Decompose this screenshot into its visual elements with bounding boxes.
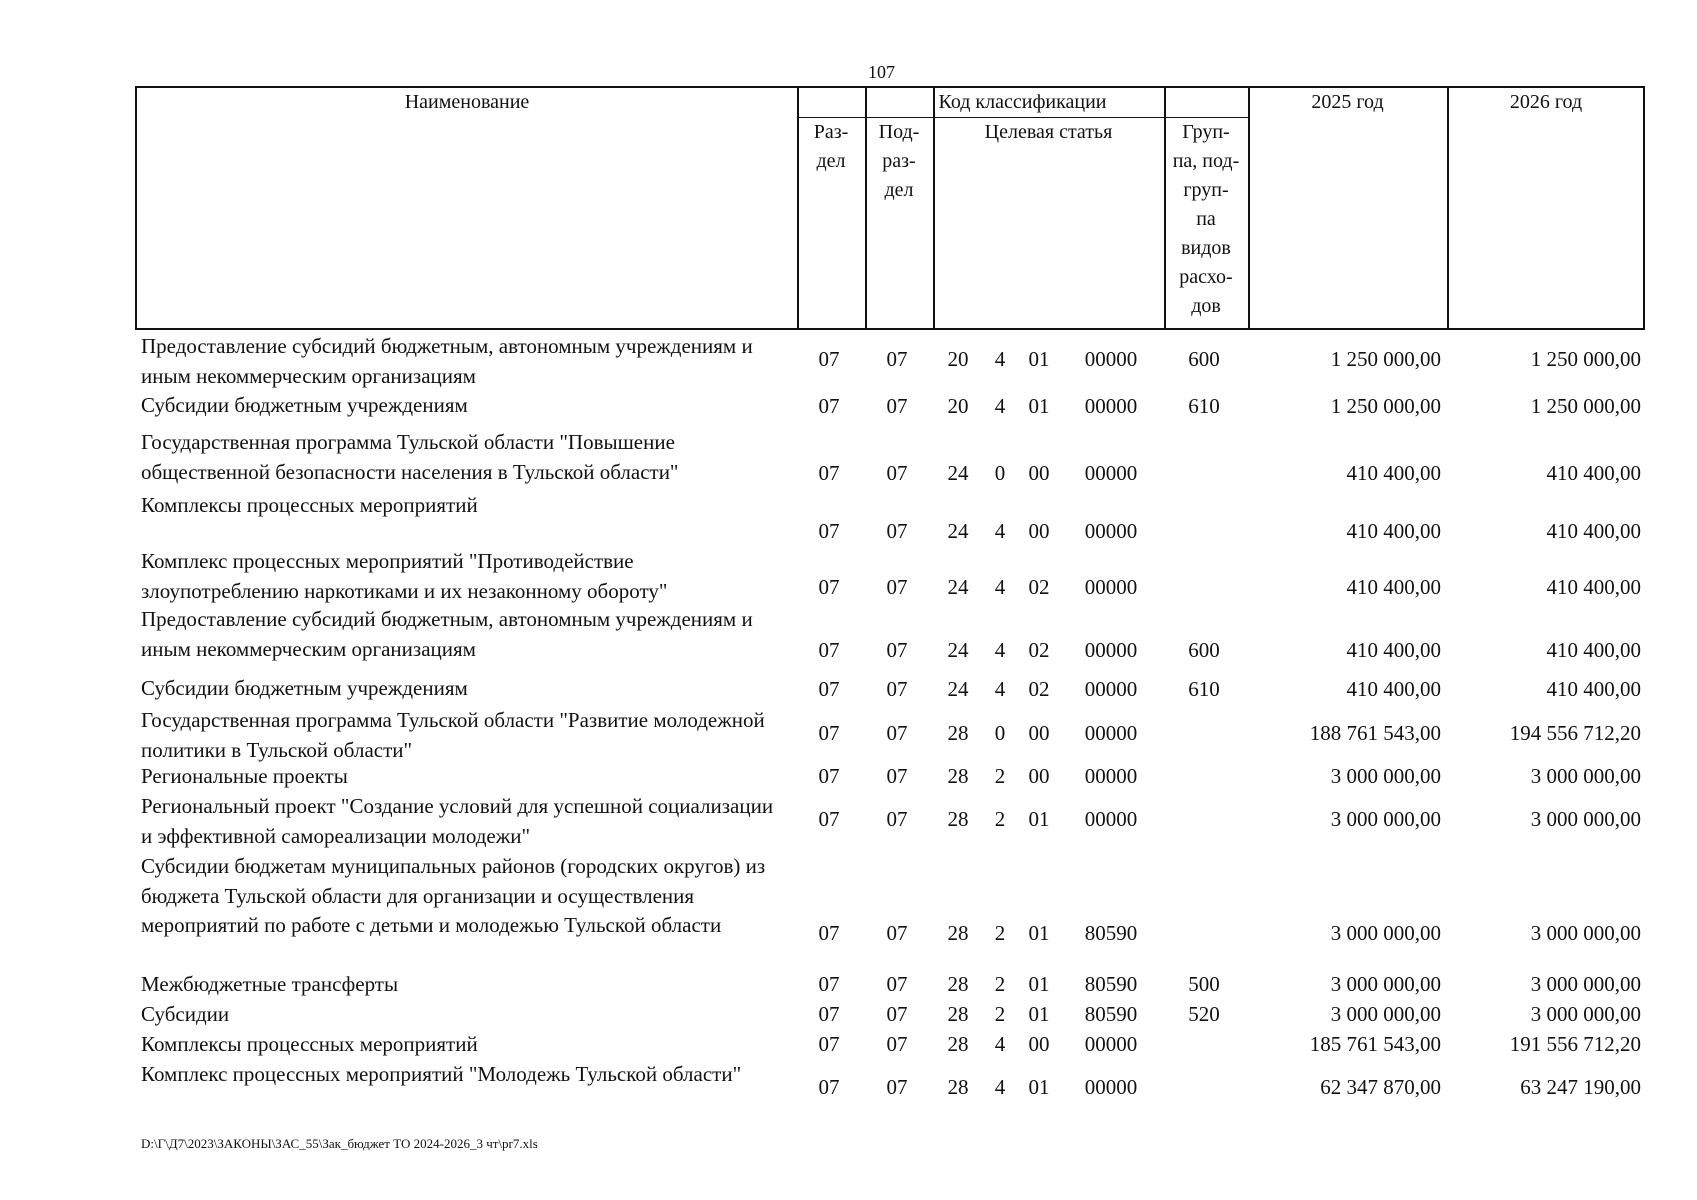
- cell-y2025: 3 000 000,00: [1330, 807, 1441, 831]
- cell-c3: 02: [1028, 575, 1050, 599]
- cell-y2025: 3 000 000,00: [1330, 1002, 1441, 1026]
- cell-y2025: 410 400,00: [1346, 519, 1441, 543]
- row-name: Комплекс процессных мероприятий "Молодежь Тульской области": [141, 1062, 742, 1086]
- header-group: Груп- па, под- груп- па видов расхо- дов: [1172, 121, 1240, 317]
- cell-c1: 28: [947, 1032, 969, 1056]
- cell-y2025: 410 400,00: [1346, 677, 1441, 701]
- cell-c3: 01: [1028, 394, 1050, 418]
- cell-y2026: 63 247 190,00: [1520, 1075, 1641, 1099]
- cell-podrazdel: 07: [886, 394, 908, 418]
- file-path: D:\Г\Д7\2023\ЗАКОНЫ\ЗАС_55\Зак_бюджет ТО 2024-2026_3 чт\pr7.xls: [141, 1136, 538, 1151]
- row-name: Региональный проект "Создание условий для успешной социализации и эффективной самореализации молодежи": [141, 794, 774, 848]
- cell-c1: 20: [947, 347, 969, 371]
- cell-c2: 4: [994, 638, 1006, 662]
- cell-y2026: 3 000 000,00: [1530, 807, 1641, 831]
- cell-razdel: 07: [818, 394, 840, 418]
- cell-c1: 24: [947, 519, 969, 543]
- cell-c3: 01: [1028, 972, 1050, 996]
- cell-razdel: 07: [818, 1032, 840, 1056]
- cell-c4: 00000: [1084, 677, 1138, 701]
- cell-c3: 00: [1028, 461, 1050, 485]
- cell-c2: 4: [994, 519, 1006, 543]
- header-2026: 2026 год: [1509, 91, 1583, 113]
- cell-podrazdel: 07: [886, 347, 908, 371]
- table-row: [135, 852, 1645, 970]
- cell-group: 500: [1188, 972, 1220, 996]
- cell-c2: 2: [994, 921, 1006, 945]
- cell-podrazdel: 07: [886, 638, 908, 662]
- cell-c1: 20: [947, 394, 969, 418]
- table-row: [135, 1000, 1645, 1030]
- row-name: Комплекс процессных мероприятий "Противодействие злоупотреблению наркотиками и их незаконному обороту": [141, 549, 668, 603]
- cell-group: 600: [1188, 638, 1220, 662]
- cell-razdel: 07: [818, 807, 840, 831]
- table-row: [135, 491, 1645, 547]
- cell-c4: 00000: [1084, 394, 1138, 418]
- table-row: [135, 1030, 1645, 1060]
- row-name: Субсидии бюджетам муниципальных районов (городских округов) из бюджета Тульской области для организации и осуществления мероприятий по работе с детьми и молодежью Тульской области: [141, 854, 766, 937]
- cell-razdel: 07: [818, 575, 840, 599]
- cell-c1: 28: [947, 764, 969, 788]
- cell-y2025: 3 000 000,00: [1330, 764, 1441, 788]
- cell-c3: 00: [1028, 721, 1050, 745]
- cell-podrazdel: 07: [886, 972, 908, 996]
- cell-c2: 2: [994, 972, 1006, 996]
- table-row: [135, 706, 1645, 762]
- cell-c1: 24: [947, 575, 969, 599]
- cell-c2: 4: [994, 394, 1006, 418]
- cell-y2025: 3 000 000,00: [1330, 921, 1441, 945]
- cell-c3: 01: [1028, 1075, 1050, 1099]
- cell-razdel: 07: [818, 972, 840, 996]
- cell-razdel: 07: [818, 721, 840, 745]
- cell-y2026: 3 000 000,00: [1530, 921, 1641, 945]
- row-name: Государственная программа Тульской области "Развитие молодежной политики в Тульской области": [141, 708, 765, 762]
- page-number: 107: [868, 62, 895, 82]
- cell-y2025: 1 250 000,00: [1330, 394, 1441, 418]
- cell-c2: 2: [994, 1002, 1006, 1026]
- cell-c2: 4: [994, 575, 1006, 599]
- cell-y2025: 3 000 000,00: [1330, 972, 1441, 996]
- row-name: Комплексы процессных мероприятий: [141, 493, 478, 517]
- cell-c2: 4: [994, 1032, 1006, 1056]
- table-row: [135, 391, 1645, 428]
- table-row: [135, 428, 1645, 491]
- cell-c4: 00000: [1084, 638, 1138, 662]
- cell-razdel: 07: [818, 764, 840, 788]
- table-row: [135, 792, 1645, 852]
- cell-c2: 4: [994, 677, 1006, 701]
- cell-c1: 24: [947, 677, 969, 701]
- table-header: [135, 86, 1645, 330]
- cell-c2: 0: [994, 461, 1006, 485]
- cell-y2025: 185 761 543,00: [1309, 1032, 1441, 1056]
- cell-c4: 00000: [1084, 461, 1138, 485]
- cell-group: 600: [1188, 347, 1220, 371]
- cell-c4: 80590: [1084, 972, 1138, 996]
- row-name: Региональные проекты: [141, 764, 348, 788]
- cell-y2025: 410 400,00: [1346, 575, 1441, 599]
- table-row: [135, 547, 1645, 605]
- header-name: Наименование: [404, 91, 530, 113]
- cell-podrazdel: 07: [886, 677, 908, 701]
- cell-c4: 00000: [1084, 519, 1138, 543]
- table-row: [135, 970, 1645, 1000]
- table-row: [135, 762, 1645, 792]
- cell-razdel: 07: [818, 461, 840, 485]
- cell-c3: 02: [1028, 638, 1050, 662]
- header-code-group: Код классификации: [938, 91, 1107, 113]
- cell-y2026: 410 400,00: [1546, 677, 1641, 701]
- cell-y2026: 194 556 712,20: [1509, 721, 1641, 745]
- table-row: [135, 332, 1645, 391]
- cell-c2: 2: [994, 807, 1006, 831]
- cell-podrazdel: 07: [886, 519, 908, 543]
- cell-c2: 2: [994, 764, 1006, 788]
- row-name: Комплексы процессных мероприятий: [141, 1032, 478, 1056]
- cell-c4: 80590: [1084, 921, 1138, 945]
- cell-c3: 00: [1028, 519, 1050, 543]
- cell-y2026: 1 250 000,00: [1530, 394, 1641, 418]
- cell-c1: 24: [947, 638, 969, 662]
- cell-c2: 4: [994, 347, 1006, 371]
- cell-razdel: 07: [818, 921, 840, 945]
- cell-podrazdel: 07: [886, 461, 908, 485]
- cell-y2026: 191 556 712,20: [1509, 1032, 1641, 1056]
- cell-razdel: 07: [818, 519, 840, 543]
- cell-y2026: 1 250 000,00: [1530, 347, 1641, 371]
- cell-c4: 00000: [1084, 1032, 1138, 1056]
- cell-c4: 00000: [1084, 807, 1138, 831]
- cell-c1: 28: [947, 721, 969, 745]
- cell-y2026: 3 000 000,00: [1530, 764, 1641, 788]
- cell-y2026: 3 000 000,00: [1530, 972, 1641, 996]
- cell-group: 610: [1188, 394, 1220, 418]
- cell-y2026: 3 000 000,00: [1530, 1002, 1641, 1026]
- cell-podrazdel: 07: [886, 807, 908, 831]
- row-name: Предоставление субсидий бюджетным, автономным учреждениям и иным некоммерческим организациям: [141, 607, 753, 661]
- cell-c4: 80590: [1084, 1002, 1138, 1026]
- cell-razdel: 07: [818, 677, 840, 701]
- cell-razdel: 07: [818, 347, 840, 371]
- cell-podrazdel: 07: [886, 1075, 908, 1099]
- cell-c1: 28: [947, 972, 969, 996]
- cell-c4: 00000: [1084, 1075, 1138, 1099]
- row-name: Субсидии бюджетным учреждениям: [141, 676, 468, 700]
- cell-podrazdel: 07: [886, 921, 908, 945]
- cell-y2026: 410 400,00: [1546, 519, 1641, 543]
- cell-c1: 28: [947, 1075, 969, 1099]
- cell-podrazdel: 07: [886, 1002, 908, 1026]
- cell-y2026: 410 400,00: [1546, 638, 1641, 662]
- cell-c3: 00: [1028, 1032, 1050, 1056]
- row-name: Предоставление субсидий бюджетным, автономным учреждениям и иным некоммерческим организациям: [141, 334, 753, 388]
- cell-y2025: 62 347 870,00: [1320, 1075, 1441, 1099]
- cell-c3: 00: [1028, 764, 1050, 788]
- cell-razdel: 07: [818, 1002, 840, 1026]
- cell-c4: 00000: [1084, 575, 1138, 599]
- cell-y2026: 410 400,00: [1546, 461, 1641, 485]
- cell-c1: 28: [947, 921, 969, 945]
- cell-c3: 02: [1028, 677, 1050, 701]
- row-name: Субсидии: [141, 1002, 230, 1026]
- table-row: [135, 605, 1645, 674]
- table-row: [135, 1060, 1645, 1120]
- cell-y2025: 410 400,00: [1346, 461, 1441, 485]
- header-podrazdel: Под- раз- дел: [878, 121, 920, 201]
- row-name: Государственная программа Тульской области "Повышение общественной безопасности населения в Тульской области": [141, 430, 679, 484]
- cell-group: 610: [1188, 677, 1220, 701]
- cell-podrazdel: 07: [886, 764, 908, 788]
- cell-podrazdel: 07: [886, 575, 908, 599]
- cell-c3: 01: [1028, 807, 1050, 831]
- cell-c2: 4: [994, 1075, 1006, 1099]
- table-row: [135, 674, 1645, 706]
- header-target: Целевая статья: [984, 121, 1113, 143]
- cell-c2: 0: [994, 721, 1006, 745]
- cell-podrazdel: 07: [886, 721, 908, 745]
- cell-c3: 01: [1028, 347, 1050, 371]
- header-razdel: Раз- дел: [813, 121, 849, 172]
- cell-podrazdel: 07: [886, 1032, 908, 1056]
- cell-c1: 24: [947, 461, 969, 485]
- cell-c4: 00000: [1084, 347, 1138, 371]
- cell-c4: 00000: [1084, 764, 1138, 788]
- row-name: Субсидии бюджетным учреждениям: [141, 393, 468, 417]
- row-name: Межбюджетные трансферты: [141, 972, 399, 996]
- cell-group: 520: [1188, 1002, 1220, 1026]
- cell-y2025: 410 400,00: [1346, 638, 1441, 662]
- header-divider: [1248, 88, 1250, 328]
- header-2025: 2025 год: [1311, 91, 1384, 113]
- cell-c3: 01: [1028, 921, 1050, 945]
- cell-c3: 01: [1028, 1002, 1050, 1026]
- cell-razdel: 07: [818, 1075, 840, 1099]
- cell-c1: 28: [947, 807, 969, 831]
- cell-c1: 28: [947, 1002, 969, 1026]
- cell-c4: 00000: [1084, 721, 1138, 745]
- header-divider: [1447, 88, 1449, 328]
- cell-razdel: 07: [818, 638, 840, 662]
- cell-y2026: 410 400,00: [1546, 575, 1641, 599]
- cell-y2025: 188 761 543,00: [1309, 721, 1441, 745]
- cell-y2025: 1 250 000,00: [1330, 347, 1441, 371]
